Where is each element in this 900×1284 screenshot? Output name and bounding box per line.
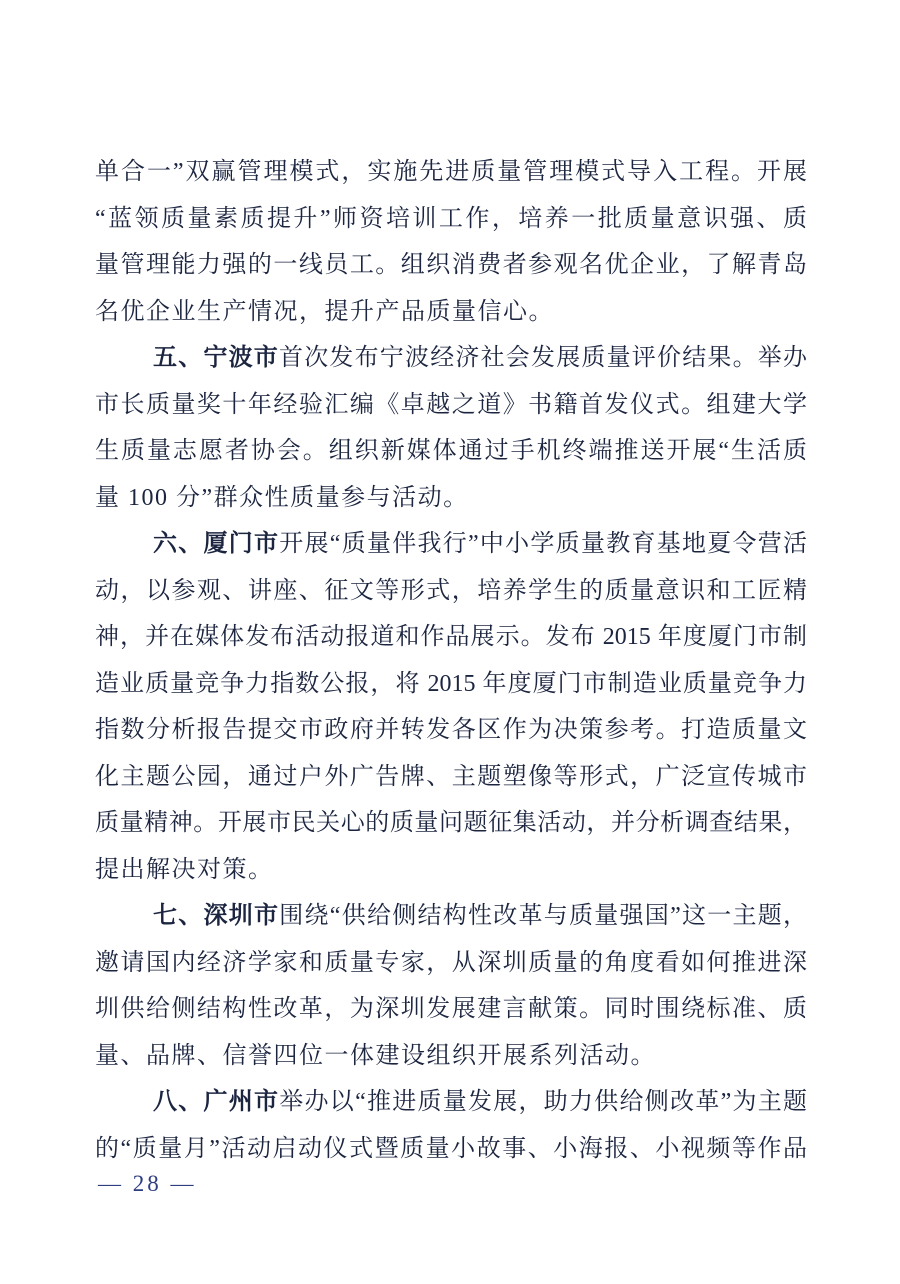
- doc-line-9: [95, 521, 807, 568]
- doc-line-9-text: 开展“质量伴我行”中小学质量教育基地夏令营活: [279, 531, 808, 557]
- doc-line-17: [95, 893, 807, 940]
- doc-line-17-text: 围绕“供给侧结构性改革与质量强国”这一主题，: [279, 903, 808, 929]
- city-heading-shenzhen: 七、深圳市: [153, 902, 280, 929]
- doc-line-8: 量 100 分”群众性质量参与活动。: [95, 484, 469, 511]
- doc-line-18: 邀请国内经济学家和质量专家，从深圳质量的角度看如何推进深: [95, 949, 807, 976]
- text-block: [95, 149, 807, 1172]
- doc-line-15: 质量精神。开展市民关心的质量问题征集活动，并分析调查结果，: [95, 810, 807, 836]
- city-heading-ningbo: 五、宁波市: [153, 344, 279, 371]
- doc-line-1: 单合一”双赢管理模式，实施先进质量管理模式导入工程。开展: [95, 159, 807, 185]
- doc-line-21-text: 举办以“推进质量发展，助力供给侧改革”为主题: [279, 1089, 808, 1115]
- doc-line-5-text: 首次发布宁波经济社会发展质量评价结果。举办: [279, 345, 807, 371]
- doc-line-7: 生质量志愿者协会。组织新媒体通过手机终端推送开展“生活质: [95, 438, 807, 464]
- doc-line-14: 化主题公园，通过户外广告牌、主题塑像等形式，广泛宣传城市: [95, 763, 807, 790]
- doc-line-5: [95, 335, 807, 382]
- doc-line-11: 神，并在媒体发布活动报道和作品展示。发布 2015 年度厦门市制: [95, 624, 807, 650]
- doc-line-16: 提出解决对策。: [95, 856, 274, 883]
- doc-line-12: 造业质量竞争力指数公报，将 2015 年度厦门市制造业质量竞争力: [95, 670, 807, 697]
- doc-line-2: “蓝领质量素质提升”师资培训工作，培养一批质量意识强、质: [95, 205, 807, 232]
- doc-line-10: 动，以参观、讲座、征文等形式，培养学生的质量意识和工匠精: [95, 577, 807, 604]
- doc-line-6: 市长质量奖十年经验汇编《卓越之道》书籍首发仪式。组建大学: [95, 391, 807, 418]
- page-number: — 28 —: [98, 1171, 197, 1196]
- city-heading-guangzhou: 八、广州市: [153, 1088, 280, 1115]
- doc-line-13: 指数分析报告提交市政府并转发各区作为决策参考。打造质量文: [95, 717, 807, 743]
- doc-line-22: 的“质量月”活动启动仪式暨质量小故事、小海报、小视频等作品: [95, 1135, 807, 1162]
- doc-line-21: [95, 1079, 807, 1126]
- city-heading-xiamen: 六、厦门市: [153, 530, 280, 557]
- doc-line-19: 圳供给侧结构性改革，为深圳发展建言献策。同时围绕标准、质: [95, 996, 807, 1022]
- doc-line-3: 量管理能力强的一线员工。组织消费者参观名优企业，了解青岛: [95, 252, 807, 278]
- doc-line-4: 名优企业生产情况，提升产品质量信心。: [95, 298, 554, 325]
- doc-line-20: 量、品牌、信誉四位一体建设组织开展系列活动。: [95, 1042, 656, 1069]
